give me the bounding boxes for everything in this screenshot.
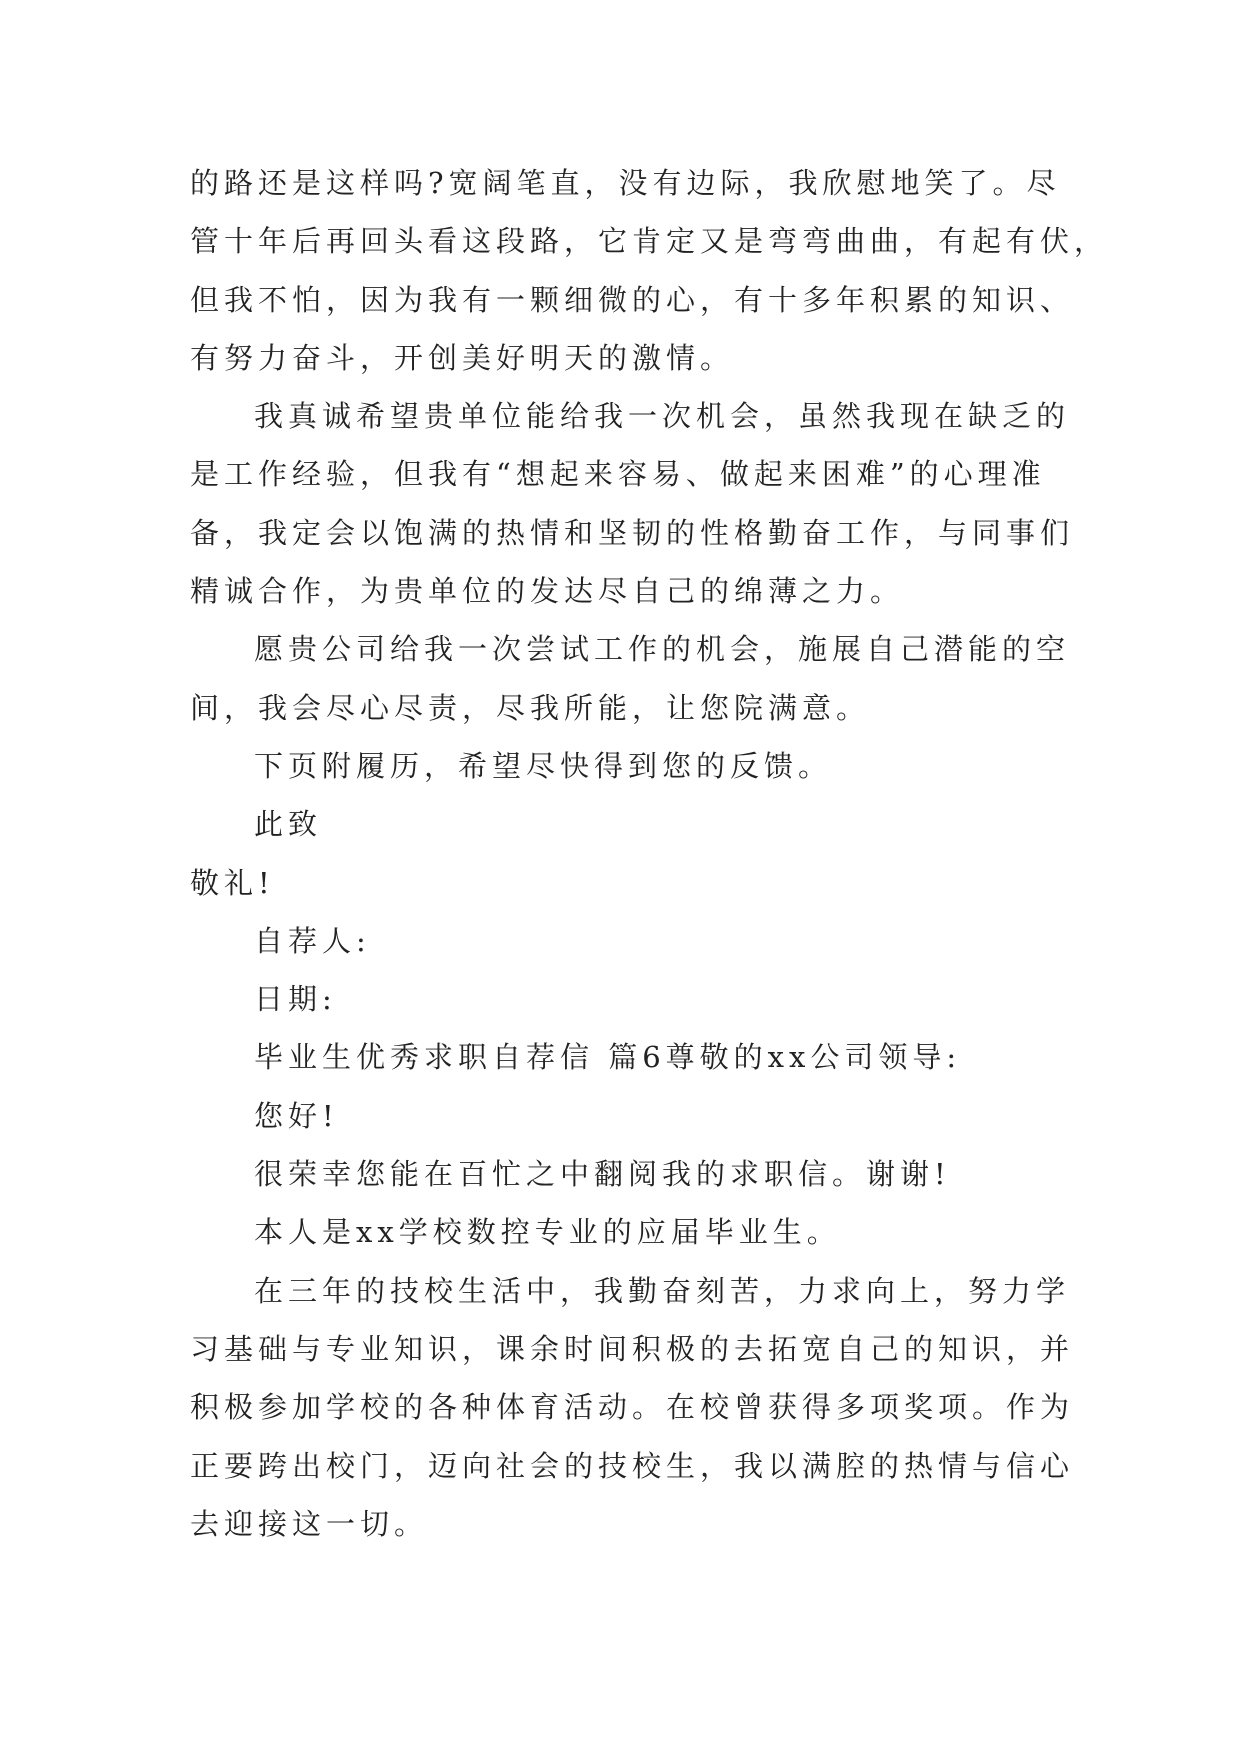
text-line: 很荣幸您能在百忙之中翻阅我的求职信。谢谢! — [254, 1157, 951, 1192]
text-line: 管十年后再回头看这段路，它肯定又是弯弯曲曲，有起有伏， — [190, 224, 1109, 259]
document-body — [190, 154, 1109, 1553]
text-line: 日期: — [254, 982, 337, 1017]
text-line: 本人是xx学校数控专业的应届毕业生。 — [254, 1215, 841, 1250]
text-line: 您好! — [254, 1098, 339, 1133]
text-line: 此致 — [254, 807, 323, 842]
text-line: 去迎接这一切。 — [190, 1506, 429, 1541]
text-line: 间，我会尽心尽责，尽我所能，让您院满意。 — [190, 690, 871, 725]
text-line: 正要跨出校门，迈向社会的技校生，我以满腔的热情与信心 — [190, 1448, 1075, 1483]
text-line: 备，我定会以饱满的热情和坚韧的性格勤奋工作，与同事们 — [190, 515, 1075, 550]
text-line: 精诚合作，为贵单位的发达尽自己的绵薄之力。 — [190, 574, 905, 609]
text-line: 下页附履历，希望尽快得到您的反馈。 — [254, 748, 833, 783]
text-line: 敬礼! — [190, 865, 275, 900]
text-line: 积极参加学校的各种体育活动。在校曾获得多项奖项。作为 — [190, 1390, 1075, 1425]
text-line: 有努力奋斗，开创美好明天的激情。 — [190, 340, 735, 375]
text-line: 我真诚希望贵单位能给我一次机会，虽然我现在缺乏的 — [254, 399, 1071, 434]
text-line: 的路还是这样吗?宽阔笔直，没有边际，我欣慰地笑了。尽 — [190, 166, 1061, 200]
text-line: 自荐人: — [254, 923, 371, 958]
text-line: 是工作经验，但我有“想起来容易、做起来困难”的心理准 — [190, 457, 1046, 492]
text-line: 愿贵公司给我一次尝试工作的机会，施展自己潜能的空 — [254, 632, 1071, 667]
text-line: 毕业生优秀求职自荐信 篇6尊敬的xx公司领导: — [254, 1040, 962, 1075]
text-line: 习基础与专业知识，课余时间积极的去拓宽自己的知识，并 — [190, 1331, 1075, 1366]
text-line: 但我不怕，因为我有一颗细微的心，有十多年积累的知识、 — [190, 282, 1075, 317]
text-line: 在三年的技校生活中，我勤奋刻苦，力求向上，努力学 — [254, 1273, 1071, 1308]
